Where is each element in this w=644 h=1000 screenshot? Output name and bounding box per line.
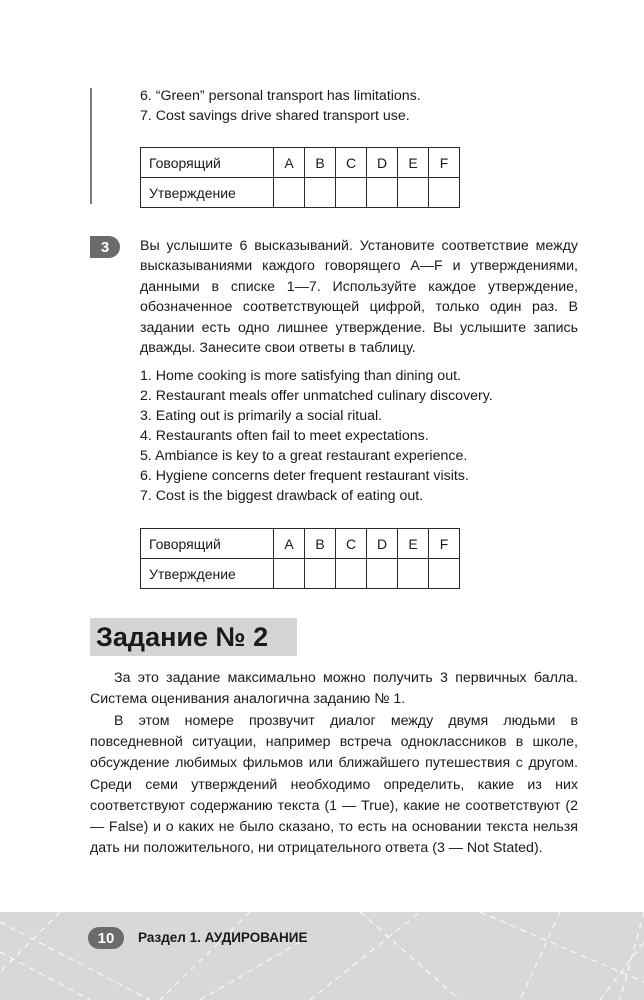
answer-table-2 <box>140 528 460 589</box>
speaker-label: Говорящий <box>141 148 274 178</box>
statement-list <box>140 366 493 506</box>
list-item: 2. Restaurant meals offer unmatched culinary discovery. <box>140 388 493 404</box>
top-statement-list <box>140 86 421 126</box>
list-item: 5. Ambiance is key to a great restaurant experience. <box>140 448 468 464</box>
answer-cell[interactable] <box>305 178 336 208</box>
answer-cell[interactable] <box>336 178 367 208</box>
section-heading: Задание № 2 <box>90 618 297 656</box>
task-instruction: Вы услышите 6 высказываний. Установите соответствие между высказываниями каждого говорящего A—F и утверждениями, данными в списке 1—7. Используйте каждое утверждение, обозначенное соответствующей цифрой, только один раз. В задании есть одно лишнее утверждение. Вы услышите запись дважды. Занесите свои ответы в таблицу. <box>140 238 578 357</box>
list-item: 7. Cost is the biggest drawback of eating out. <box>140 488 424 504</box>
answer-cell[interactable] <box>398 559 429 589</box>
answer-cell[interactable] <box>305 559 336 589</box>
list-item: 7. Cost savings drive shared transport use. <box>140 108 410 124</box>
answer-cell[interactable] <box>429 178 460 208</box>
table-row <box>141 178 460 208</box>
footer-pattern <box>0 912 644 1000</box>
letter-cell: C <box>336 529 367 559</box>
letter-cell: B <box>305 148 336 178</box>
section-title: Раздел 1. АУДИРОВАНИЕ <box>138 930 308 945</box>
margin-bar <box>90 88 92 204</box>
answer-cell[interactable] <box>367 178 398 208</box>
list-item: 1. Home cooking is more satisfying than dining out. <box>140 368 461 384</box>
letter-cell: D <box>367 529 398 559</box>
task-number-badge: 3 <box>90 236 120 258</box>
speaker-label: Говорящий <box>141 529 274 559</box>
list-item: 6. “Green” personal transport has limitations. <box>140 88 421 104</box>
answer-cell[interactable] <box>429 559 460 589</box>
answer-cell[interactable] <box>274 559 305 589</box>
paragraph: За это задание максимально можно получить 3 первичных балла. Система оценивания аналогична заданию № 1. <box>90 670 578 708</box>
list-item: 6. Hygiene concerns deter frequent restaurant visits. <box>140 468 469 484</box>
list-item: 3. Eating out is primarily a social ritual. <box>140 408 383 424</box>
page-number: 10 <box>88 927 124 949</box>
statement-label: Утверждение <box>141 559 274 589</box>
letter-cell: A <box>274 529 305 559</box>
statement-label: Утверждение <box>141 178 274 208</box>
letter-cell: E <box>398 529 429 559</box>
letter-cell: D <box>367 148 398 178</box>
letter-cell: A <box>274 148 305 178</box>
answer-table-1 <box>140 147 460 208</box>
table-row <box>141 529 460 559</box>
answer-cell[interactable] <box>398 178 429 208</box>
table-row <box>141 559 460 589</box>
paragraph: В этом номере прозвучит диалог между двумя людьми в повседневной ситуации, например встреча одноклассников в школе, обсуждение любимых фильмов или ближайшего путешествия с другом. Среди семи утверждений необходимо определить, какие из них соответствуют содержанию текста (1 — True), какие не соответствуют (2 — False) и о каких не было сказано, то есть на основании текста нельзя дать ни положительного, ни отрицательного ответа (3 — Not Stated). <box>90 713 578 857</box>
letter-cell: B <box>305 529 336 559</box>
letter-cell: F <box>429 148 460 178</box>
letter-cell: E <box>398 148 429 178</box>
answer-cell[interactable] <box>336 559 367 589</box>
page-footer <box>0 912 644 1000</box>
table-row <box>141 148 460 178</box>
list-item: 4. Restaurants often fail to meet expectations. <box>140 428 429 444</box>
answer-cell[interactable] <box>367 559 398 589</box>
letter-cell: C <box>336 148 367 178</box>
answer-cell[interactable] <box>274 178 305 208</box>
letter-cell: F <box>429 529 460 559</box>
